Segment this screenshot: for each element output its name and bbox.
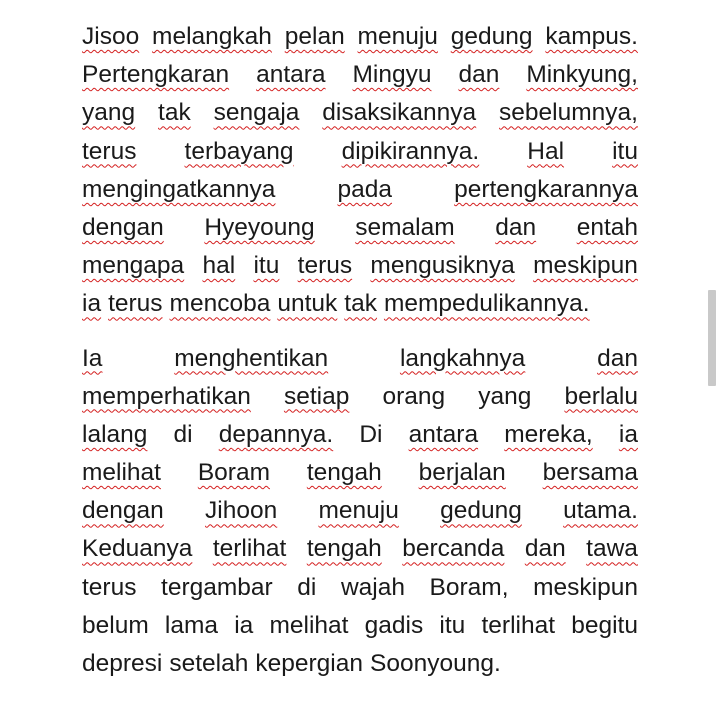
misspelled-word: itu (253, 252, 280, 280)
text-line (82, 645, 638, 683)
text-line (82, 18, 638, 56)
word: Soonyoung. (369, 650, 501, 677)
text-line (82, 209, 638, 247)
misspelled-word: berlalu (564, 382, 638, 410)
text-line (82, 416, 638, 454)
document-body[interactable] (82, 18, 638, 699)
word: yang (478, 382, 532, 410)
misspelled-word: bercanda (402, 535, 505, 563)
misspelled-word: mengusiknya (370, 252, 515, 280)
misspelled-word: Jisoo (82, 23, 140, 50)
text-line (82, 171, 638, 209)
misspelled-word: menuju (318, 497, 399, 525)
word: di (297, 573, 317, 601)
misspelled-word: gedung (450, 23, 533, 50)
misspelled-word: yang (82, 99, 136, 127)
misspelled-word: menghentikan (174, 344, 329, 372)
misspelled-word: melangkah (152, 23, 272, 50)
misspelled-word: antara (256, 61, 326, 89)
text-line (82, 247, 638, 285)
word: kepergian (255, 650, 363, 677)
misspelled-word: depannya. (218, 420, 334, 448)
misspelled-word: sebelumnya, (499, 99, 638, 127)
misspelled-word: terbayang (184, 137, 294, 165)
misspelled-word: mempedulikannya. (383, 290, 590, 318)
word: Boram, (429, 573, 509, 601)
text-line (82, 56, 638, 94)
text-line (82, 569, 638, 607)
text-line (82, 530, 638, 568)
misspelled-word: tawa (586, 535, 638, 563)
misspelled-word: utama. (563, 497, 638, 525)
misspelled-word: dengan (82, 213, 164, 241)
misspelled-word: Boram (197, 459, 270, 487)
word: setelah (169, 650, 249, 677)
misspelled-word: melihat (82, 459, 161, 487)
misspelled-word: dan (458, 61, 500, 89)
misspelled-word: berjalan (418, 459, 506, 487)
misspelled-word: pada (337, 175, 393, 203)
misspelled-word: semalam (355, 213, 455, 241)
misspelled-word: dan (524, 535, 566, 563)
word: begitu (571, 611, 638, 639)
misspelled-word: meskipun (533, 252, 638, 280)
word: melihat (269, 611, 349, 639)
word: tergambar (161, 573, 273, 601)
misspelled-word: tengah (306, 459, 382, 487)
misspelled-word: ia (618, 420, 638, 448)
text-line (82, 607, 638, 645)
misspelled-word: dan (495, 213, 537, 241)
misspelled-word: lalang (82, 420, 148, 448)
misspelled-word: itu (612, 137, 638, 165)
misspelled-word: memperhatikan (82, 382, 251, 410)
misspelled-word: Jihoon (205, 497, 278, 525)
word: Di (359, 420, 383, 448)
misspelled-word: sengaja (213, 99, 300, 127)
misspelled-word: menuju (357, 23, 438, 50)
word: terlihat (481, 611, 556, 639)
misspelled-word: Keduanya (82, 535, 193, 563)
misspelled-word: mengingatkannya (82, 175, 276, 203)
misspelled-word: tengah (306, 535, 382, 563)
word: di (173, 420, 193, 448)
misspelled-word: kampus. (545, 23, 638, 50)
word: lama (164, 611, 219, 639)
text-line (82, 285, 638, 323)
misspelled-word: setiap (283, 382, 350, 410)
misspelled-word: tak (158, 99, 191, 127)
misspelled-word: gedung (440, 497, 522, 525)
word: orang (382, 382, 446, 410)
misspelled-word: pelan (284, 23, 345, 50)
misspelled-word: terus (297, 252, 353, 280)
misspelled-word: dan (597, 344, 638, 372)
misspelled-word: dipikirannya. (341, 137, 480, 165)
vertical-scrollbar-thumb[interactable] (708, 290, 716, 386)
misspelled-word: antara (408, 420, 479, 448)
misspelled-word: Hyeyoung (204, 213, 315, 241)
misspelled-word: mereka, (504, 420, 593, 448)
misspelled-word: Mingyu (352, 61, 432, 89)
misspelled-word: terus (82, 137, 137, 165)
misspelled-word: hal (202, 252, 236, 280)
misspelled-word: ia (82, 290, 102, 318)
misspelled-word: bersama (542, 459, 638, 487)
text-line (82, 454, 638, 492)
text-line (82, 492, 638, 530)
misspelled-word: pertengkarannya (454, 175, 638, 203)
text-line (82, 378, 638, 416)
misspelled-word: disaksikannya (322, 99, 477, 127)
text-line (82, 340, 638, 378)
misspelled-word: dengan (82, 497, 164, 525)
word: wajah (340, 573, 405, 601)
misspelled-word: langkahnya (399, 344, 526, 372)
word: ia (234, 611, 254, 639)
word: depresi (82, 650, 163, 677)
paragraph (82, 340, 638, 684)
misspelled-word: Ia (82, 344, 103, 372)
misspelled-word: untuk (277, 290, 338, 318)
text-line (82, 133, 638, 171)
misspelled-word: Pertengkaran (82, 61, 230, 89)
misspelled-word: mengapa (82, 252, 185, 280)
misspelled-word: entah (576, 213, 638, 241)
misspelled-word: Hal (527, 137, 565, 165)
misspelled-word: Minkyung, (526, 61, 638, 89)
misspelled-word: terlihat (212, 535, 287, 563)
text-line (82, 94, 638, 132)
paragraph (82, 18, 638, 324)
word: belum (82, 611, 149, 639)
word: gadis (364, 611, 424, 639)
word: meskipun (533, 573, 638, 601)
misspelled-word: tak (344, 290, 377, 318)
word: terus (82, 573, 137, 601)
misspelled-word: terus (108, 290, 163, 318)
word: itu (439, 611, 466, 639)
misspelled-word: mencoba (169, 290, 271, 318)
